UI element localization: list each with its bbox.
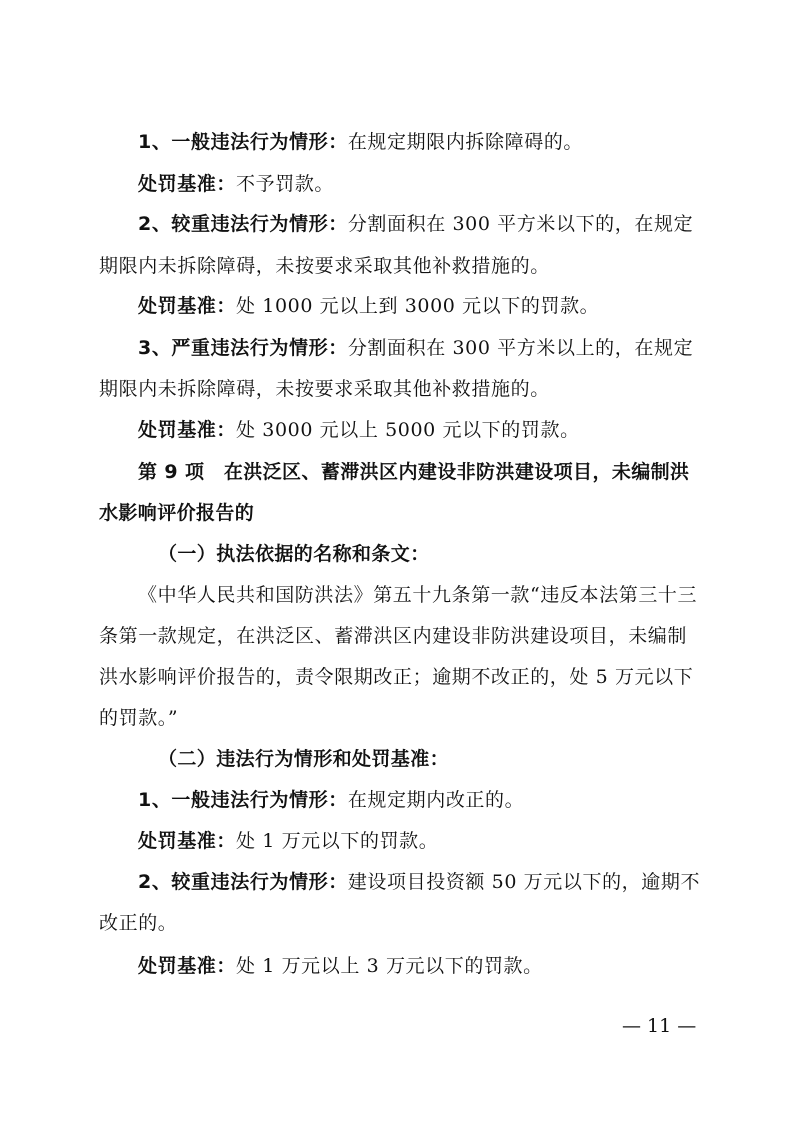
case-text: 分割面积在 300 平方米以上的，在规定 bbox=[347, 337, 694, 359]
penalty-text: 处 1 万元以下的罚款。 bbox=[236, 830, 439, 852]
penalty-serious bbox=[138, 292, 599, 320]
case-text: 在规定期内改正的。 bbox=[347, 789, 525, 811]
case-serious bbox=[138, 868, 700, 896]
law-text-line: 洪水影响评价报告的，责令限期改正；逾期不改正的，处 5 万元以下 bbox=[99, 666, 694, 688]
case-serious bbox=[138, 210, 693, 238]
penalty-label: 处罚基准： bbox=[138, 830, 237, 852]
penalty-label: 处罚基准： bbox=[138, 295, 237, 317]
case-text: 建设项目投资额 50 万元以下的，逾期不 bbox=[347, 871, 701, 893]
item-title-cont: 水影响评价报告的 bbox=[99, 502, 255, 524]
case-general bbox=[138, 128, 583, 156]
case-text: 在规定期限内拆除障碍的。 bbox=[347, 131, 584, 153]
section-heading-cases: （二）违法行为情形和处罚基准： bbox=[158, 748, 450, 770]
item-title: 第 9 项 在洪泛区、蓄滞洪区内建设非防洪建设项目，未编制洪 bbox=[138, 461, 690, 483]
penalty-severe bbox=[138, 416, 580, 444]
case-label: 1、一般违法行为情形： bbox=[138, 789, 348, 811]
case-general bbox=[138, 786, 524, 814]
law-text-line: 《中华人民共和国防洪法》第五十九条第一款“违反本法第三十三 bbox=[138, 584, 698, 606]
case-label: 1、一般违法行为情形： bbox=[138, 131, 348, 153]
penalty-label: 处罚基准： bbox=[138, 173, 237, 195]
penalty-general bbox=[138, 827, 438, 855]
case-serious-cont: 改正的。 bbox=[99, 912, 178, 934]
law-text-line: 的罚款。” bbox=[99, 707, 179, 729]
case-label: 2、较重违法行为情形： bbox=[138, 213, 348, 235]
case-text: 分割面积在 300 平方米以下的，在规定 bbox=[347, 213, 694, 235]
case-severe bbox=[138, 334, 693, 362]
case-label: 3、严重违法行为情形： bbox=[138, 337, 348, 359]
case-label: 2、较重违法行为情形： bbox=[138, 871, 348, 893]
penalty-label: 处罚基准： bbox=[138, 419, 237, 441]
penalty-text: 不予罚款。 bbox=[236, 173, 335, 195]
penalty-serious bbox=[138, 952, 543, 980]
page-number: — 11 — bbox=[622, 1015, 697, 1037]
penalty-label: 处罚基准： bbox=[138, 955, 237, 977]
case-severe-cont: 期限内未拆除障碍，未按要求采取其他补救措施的。 bbox=[99, 378, 550, 400]
case-serious-cont: 期限内未拆除障碍，未按要求采取其他补救措施的。 bbox=[99, 255, 550, 277]
penalty-text: 处 3000 元以上 5000 元以下的罚款。 bbox=[236, 419, 580, 441]
law-text-line: 条第一款规定，在洪泛区、蓄滞洪区内建设非防洪建设项目，未编制 bbox=[99, 625, 688, 647]
section-heading-basis: （一）执法依据的名称和条文： bbox=[158, 543, 430, 565]
penalty-general bbox=[138, 170, 334, 198]
penalty-text: 处 1 万元以上 3 万元以下的罚款。 bbox=[236, 955, 543, 977]
penalty-text: 处 1000 元以上到 3000 元以下的罚款。 bbox=[236, 295, 600, 317]
